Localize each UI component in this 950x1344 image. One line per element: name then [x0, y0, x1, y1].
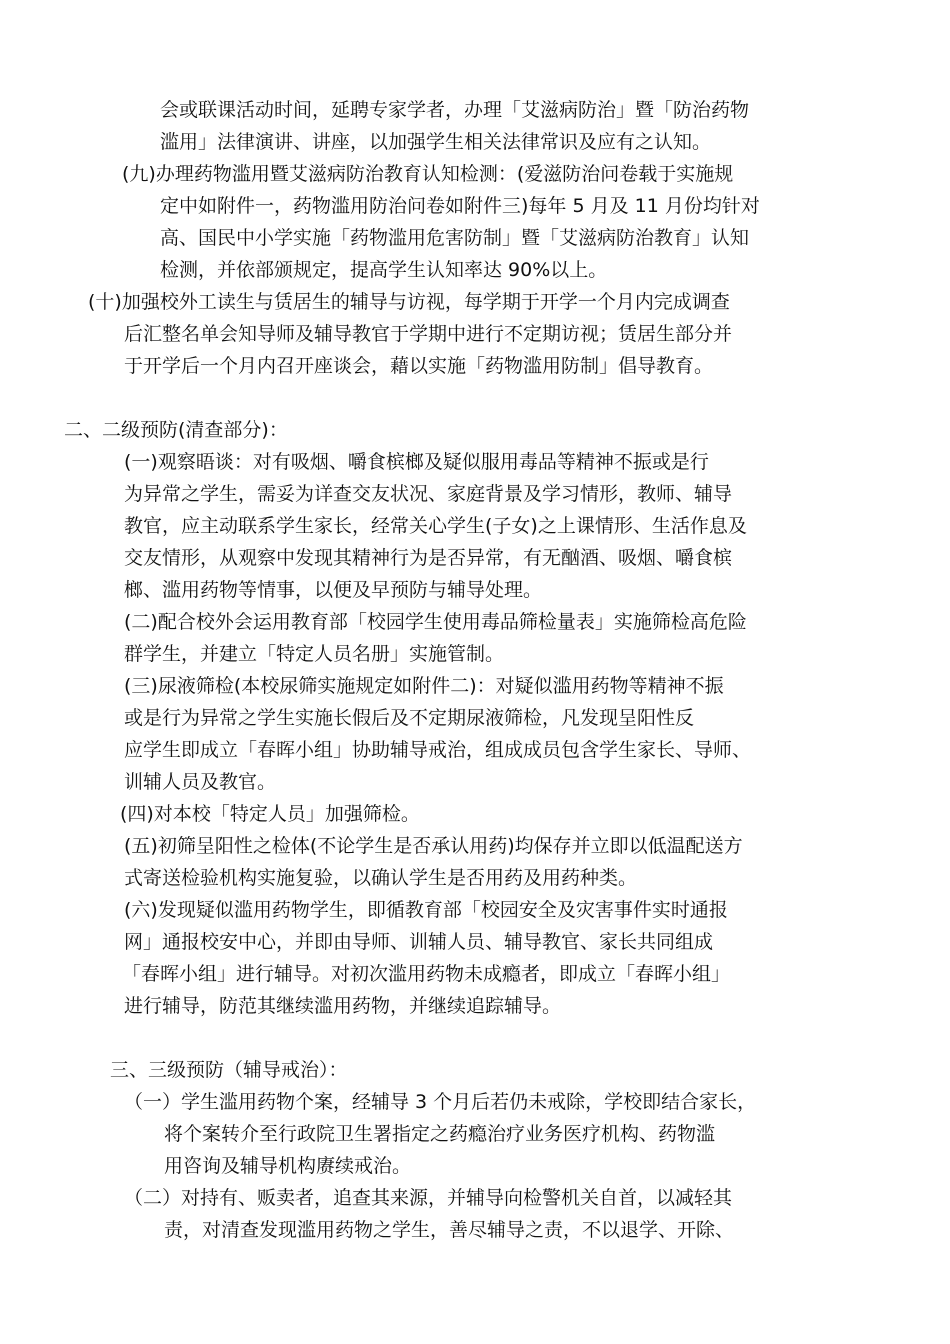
paragraph-line: 用咨询及辅导机构赓续戒治。 — [164, 1155, 412, 1177]
paragraph-line: 检测，并依部颁规定，提高学生认知率达 90%以上。 — [160, 259, 608, 281]
list-item-heading: (二)配合校外会运用教育部「校园学生使用毒品筛检量表」实施筛检高危险 — [124, 611, 747, 633]
list-item-heading: (五)初筛呈阳性之检体(不论学生是否承认用药)均保存并立即以低温配送方 — [124, 835, 743, 857]
list-item-heading: (十)加强校外工读生与赁居生的辅导与访视，每学期于开学一个月内完成调查 — [88, 291, 730, 313]
paragraph-line: 高、国民中小学实施「药物滥用危害防制」暨「艾滋病防治教育」认知 — [160, 227, 750, 249]
paragraph-line: 「春晖小组」进行辅导。对初次滥用药物未成瘾者，即成立「春晖小组」 — [122, 963, 731, 985]
list-item-heading: （一）学生滥用药物个案，经辅导 3 个月后若仍未戒除，学校即结合家长， — [124, 1091, 757, 1113]
paragraph-line: 为异常之学生，需妥为详查交友状况、家庭背景及学习情形，教师、辅导 — [124, 483, 733, 505]
paragraph-line: 式寄送检验机构实施复验，以确认学生是否用药及用药种类。 — [124, 867, 638, 889]
paragraph-line: 后汇整名单会知导师及辅导教官于学期中进行不定期访视；赁居生部分并 — [124, 323, 733, 345]
paragraph-line: 网」通报校安中心，并即由导师、训辅人员、辅导教官、家长共同组成 — [124, 931, 714, 953]
paragraph-line: 交友情形，从观察中发现其精神行为是否异常，有无酗酒、吸烟、嚼食槟 — [124, 547, 733, 569]
paragraph-line: 定中如附件一，药物滥用防治问卷如附件三)每年 5 月及 11 月份均针对 — [160, 195, 760, 217]
paragraph-line: 责，对清查发现滥用药物之学生，善尽辅导之责，不以退学、开除、 — [164, 1219, 735, 1241]
paragraph-line: 教官，应主动联系学生家长，经常关心学生(子女)之上课情形、生活作息及 — [124, 515, 747, 537]
paragraph-line: 将个案转介至行政院卫生署指定之药瘾治疗业务医疗机构、药物滥 — [164, 1123, 716, 1145]
paragraph-line: 滥用」法律演讲、讲座，以加强学生相关法律常识及应有之认知。 — [160, 131, 712, 153]
paragraph-line: 于开学后一个月内召开座谈会，藉以实施「药物滥用防制」倡导教育。 — [124, 355, 714, 377]
paragraph-line: 会或联课活动时间，延聘专家学者，办理「艾滋病防治」暨「防治药物 — [160, 99, 750, 121]
section-heading: 三、三级预防（辅导戒治）： — [110, 1059, 348, 1081]
paragraph-line: 榔、滥用药物等情事，以便及早预防与辅导处理。 — [124, 579, 543, 601]
list-item-heading: （二）对持有、贩卖者，追查其来源，并辅导向检警机关自首，以减轻其 — [124, 1187, 733, 1209]
list-item-heading: (六)发现疑似滥用药物学生，即循教育部「校园安全及灾害事件实时通报 — [124, 899, 728, 921]
list-item-heading: (九)办理药物滥用暨艾滋病防治教育认知检测：(爱滋防治问卷载于实施规 — [122, 163, 734, 185]
list-item-heading: (一)观察晤谈：对有吸烟、嚼食槟榔及疑似服用毒品等精神不振或是行 — [124, 451, 709, 473]
paragraph-line: 群学生，并建立「特定人员名册」实施管制。 — [124, 643, 505, 665]
list-item-heading: (三)尿液筛检(本校尿筛实施规定如附件二)：对疑似滥用药物等精神不振 — [124, 675, 724, 697]
paragraph-line: 训辅人员及教官。 — [124, 771, 277, 793]
paragraph-line: 或是行为异常之学生实施长假后及不定期尿液筛检，凡发现呈阳性反 — [124, 707, 695, 729]
paragraph-line: 进行辅导，防范其继续滥用药物，并继续追踪辅导。 — [124, 995, 562, 1017]
section-heading: 二、二级预防(清查部分)： — [64, 419, 288, 441]
list-item-heading: (四)对本校「特定人员」加强筛检。 — [120, 803, 420, 825]
paragraph-line: 应学生即成立「春晖小组」协助辅导戒治，组成成员包含学生家长、导师、 — [124, 739, 752, 761]
